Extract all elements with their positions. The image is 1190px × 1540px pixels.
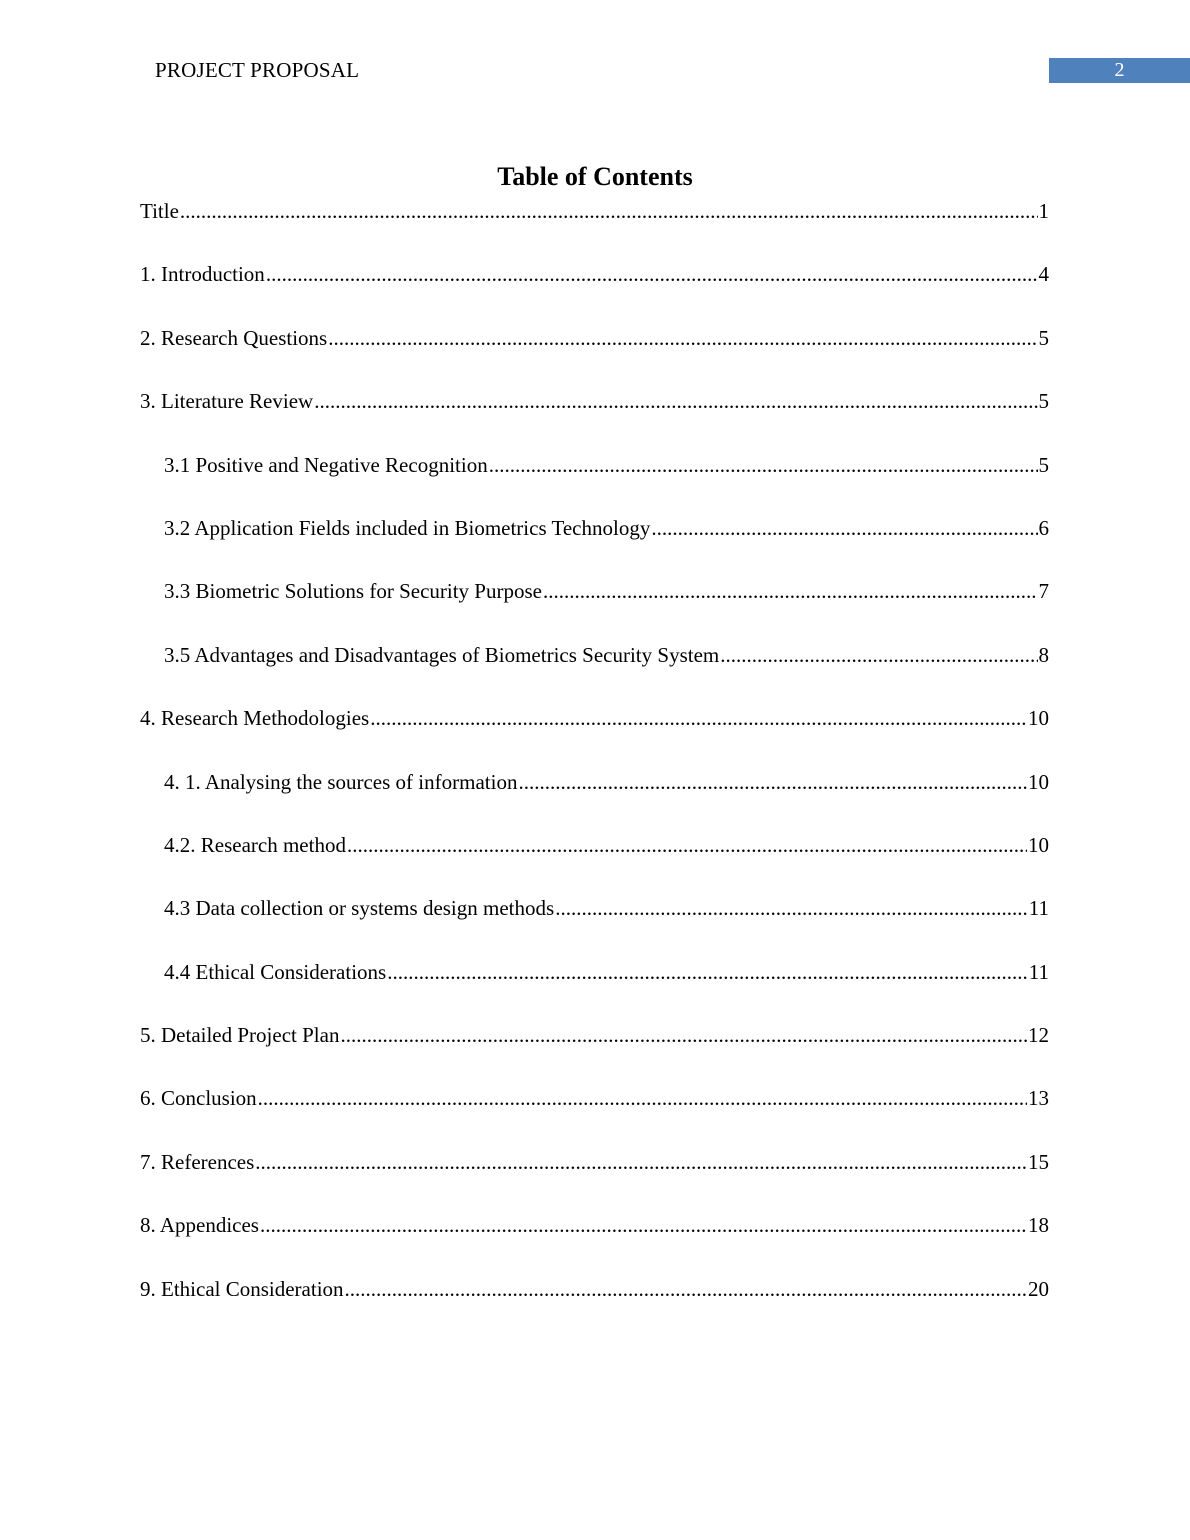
toc-entry-text: 1. Introduction: [140, 262, 265, 287]
toc-dot-leader: [720, 639, 1037, 671]
toc-entry-ethical-considerations[interactable]: [140, 956, 1049, 1019]
toc-dot-leader: [387, 956, 1028, 988]
toc-entry-research-method[interactable]: [140, 829, 1049, 892]
toc-dot-leader: [180, 195, 1038, 227]
toc-dot-leader: [258, 1082, 1027, 1114]
toc-dot-leader: [543, 575, 1038, 607]
toc-entry-positive-negative-recognition[interactable]: [140, 449, 1049, 512]
toc-dot-leader: [370, 702, 1027, 734]
toc-entry-page: 6: [1038, 515, 1049, 540]
toc-dot-leader: [345, 1273, 1027, 1305]
toc-entry-page: 8: [1038, 642, 1049, 667]
toc-entry-advantages-disadvantages[interactable]: [140, 639, 1049, 702]
toc-entry-biometric-solutions[interactable]: [140, 575, 1049, 638]
toc-entry-introduction[interactable]: [140, 258, 1049, 321]
running-header-title: PROJECT PROPOSAL: [155, 58, 360, 82]
toc-entry-page: 7: [1038, 579, 1049, 604]
toc-dot-leader: [347, 829, 1027, 861]
toc-entry-page: 10: [1028, 832, 1049, 857]
toc-entry-text: 3.1 Positive and Negative Recognition: [164, 452, 488, 477]
toc-dot-leader: [260, 1209, 1027, 1241]
toc-entry-text: 9. Ethical Consideration: [140, 1276, 344, 1301]
toc-entry-page: 10: [1028, 706, 1049, 731]
toc-entry-conclusion[interactable]: [140, 1082, 1049, 1145]
toc-dot-leader: [651, 512, 1037, 544]
toc-entry-text: 6. Conclusion: [140, 1086, 257, 1111]
toc-entry-text: Title: [140, 199, 179, 223]
toc-entry-literature-review[interactable]: [140, 385, 1049, 448]
toc-entry-page: 4: [1038, 262, 1049, 287]
toc-entry-analysing-sources[interactable]: [140, 766, 1049, 829]
toc-entry-references[interactable]: [140, 1146, 1049, 1209]
table-of-contents: [140, 195, 1049, 1336]
toc-dot-leader: [255, 1146, 1027, 1178]
toc-heading: Table of Contents: [497, 162, 693, 191]
toc-entry-page: 1: [1038, 199, 1049, 223]
toc-entry-application-fields[interactable]: [140, 512, 1049, 575]
toc-dot-leader: [555, 892, 1028, 924]
toc-entry-page: 12: [1028, 1023, 1049, 1048]
toc-entry-data-collection[interactable]: [140, 892, 1049, 955]
toc-entry-text: 3.5 Advantages and Disadvantages of Biometrics Security System: [164, 642, 720, 667]
toc-entry-page: 11: [1028, 959, 1049, 984]
toc-dot-leader: [266, 258, 1038, 290]
toc-entry-text: 3. Literature Review: [140, 389, 314, 414]
toc-entry-text: 4.4 Ethical Considerations: [164, 959, 387, 984]
toc-entry-appendices[interactable]: [140, 1209, 1049, 1272]
toc-entry-text: 5. Detailed Project Plan: [140, 1023, 340, 1048]
toc-entry-title[interactable]: [140, 195, 1049, 258]
toc-dot-leader: [328, 322, 1037, 354]
toc-dot-leader: [340, 1019, 1027, 1051]
toc-entry-page: 10: [1028, 769, 1049, 794]
toc-entry-text: 7. References: [140, 1149, 255, 1174]
toc-entry-text: 3.2 Application Fields included in Biometrics Technology: [164, 515, 651, 540]
toc-entry-ethical-consideration[interactable]: [140, 1273, 1049, 1336]
toc-entry-text: 4. 1. Analysing the sources of information: [164, 769, 518, 794]
toc-entry-page: 18: [1028, 1213, 1049, 1238]
toc-entry-page: 13: [1028, 1086, 1049, 1111]
toc-entry-text: 2. Research Questions: [140, 325, 328, 350]
toc-entry-detailed-project-plan[interactable]: [140, 1019, 1049, 1082]
toc-entry-page: 5: [1038, 389, 1049, 414]
toc-entry-text: 4. Research Methodologies: [140, 706, 370, 731]
toc-entry-text: 3.3 Biometric Solutions for Security Purpose: [164, 579, 542, 604]
toc-entry-research-questions[interactable]: [140, 322, 1049, 385]
toc-entry-page: 15: [1028, 1149, 1049, 1174]
toc-entry-page: 5: [1038, 452, 1049, 477]
toc-entry-page: 5: [1038, 325, 1049, 350]
toc-entry-page: 11: [1028, 896, 1049, 921]
toc-entry-page: 20: [1028, 1276, 1049, 1301]
toc-entry-text: 8. Appendices: [140, 1213, 259, 1238]
toc-entry-text: 4.3 Data collection or systems design methods: [164, 896, 555, 921]
toc-dot-leader: [314, 385, 1037, 417]
toc-dot-leader: [489, 449, 1038, 481]
toc-entry-text: 4.2. Research method: [164, 832, 346, 857]
page-number-badge: 2: [1049, 58, 1190, 83]
toc-entry-research-methodologies[interactable]: [140, 702, 1049, 765]
toc-dot-leader: [518, 766, 1027, 798]
